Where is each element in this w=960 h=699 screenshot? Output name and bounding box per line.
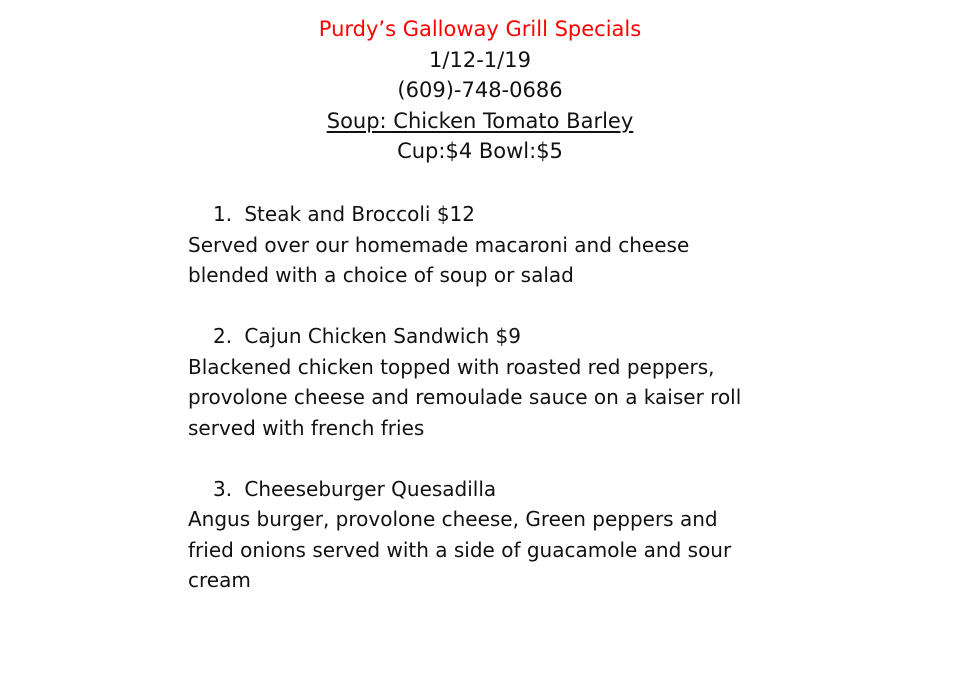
special-name-line: [188, 474, 888, 505]
specials-list: [188, 199, 888, 626]
special-name-line: [188, 321, 888, 352]
soup-of-the-day: Soup: Chicken Tomato Barley: [326, 108, 634, 133]
special-description-line: blended with a choice of soup or salad: [188, 263, 574, 287]
special-description-line: served with french fries: [188, 415, 425, 440]
special-name: Cheeseburger Quesadilla: [244, 476, 497, 501]
page-title: Purdy’s Galloway Grill Specials: [318, 17, 642, 41]
special-description-line: Blackened chicken topped with roasted red peppers,: [188, 354, 715, 379]
special-description-line: Served over our homemade macaroni and cheese: [188, 232, 690, 257]
special-number: 2.: [213, 324, 233, 348]
special-description-line: provolone cheese and remoulade sauce on a kaiser roll: [188, 385, 742, 409]
special-description-line: cream: [188, 568, 251, 592]
special-item: [188, 321, 888, 443]
special-description-line: fried onions served with a side of guacamole and sour: [188, 537, 732, 562]
phone-number: (609)-748-0686: [397, 78, 563, 102]
special-number: 3.: [213, 476, 233, 501]
special-number: 1.: [213, 202, 233, 226]
date-range: 1/12-1/19: [429, 47, 531, 72]
specials-header: [0, 14, 960, 167]
special-item: [188, 474, 888, 596]
special-description-line: Angus burger, provolone cheese, Green peppers and: [188, 507, 718, 531]
soup-prices: Cup:$4 Bowl:$5: [397, 139, 563, 163]
special-item: [188, 199, 888, 291]
special-name: Steak and Broccoli $12: [244, 202, 475, 226]
special-name: Cajun Chicken Sandwich $9: [244, 324, 521, 348]
special-name-line: [188, 199, 888, 230]
